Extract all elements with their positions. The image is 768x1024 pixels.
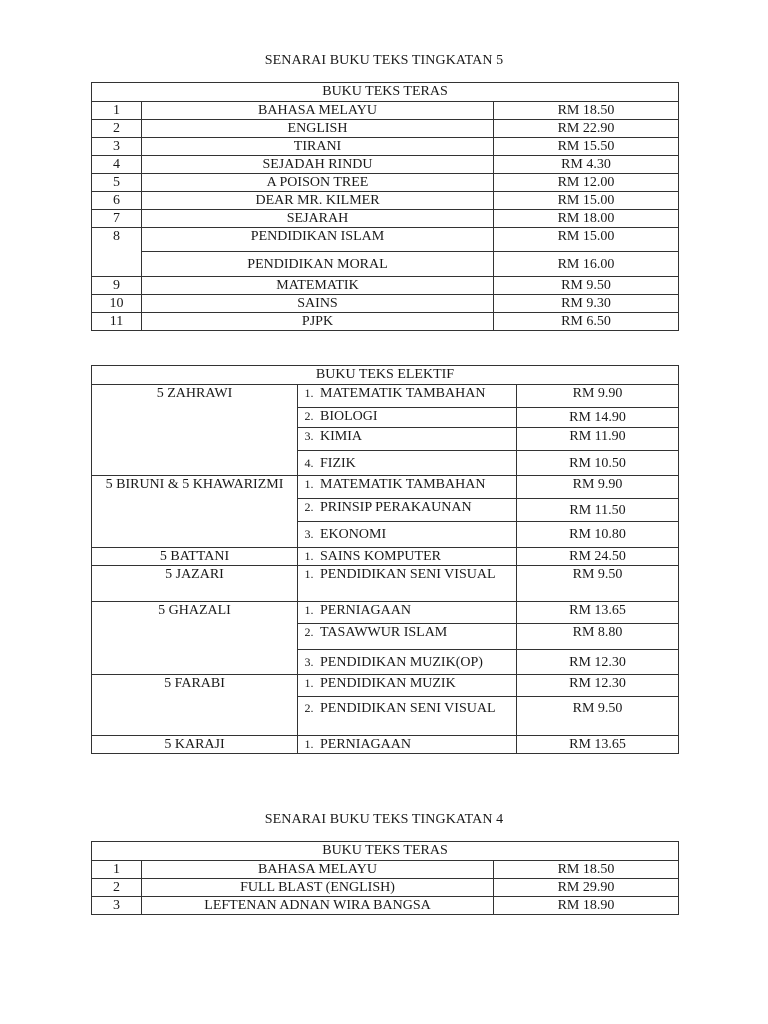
subject-title: KIMIA [320, 429, 362, 444]
form5-elective-table [91, 365, 679, 754]
book-price: RM 18.50 [494, 861, 679, 879]
row-number: 3 [92, 897, 142, 915]
row-number: 1 [92, 102, 142, 120]
row-number: 11 [92, 313, 142, 331]
table-header: BUKU TEKS TERAS [92, 83, 679, 102]
subject-cell [298, 428, 517, 451]
row-number: 1 [92, 861, 142, 879]
row-number: 10 [92, 295, 142, 313]
subject-price: RM 14.90 [517, 408, 679, 428]
book-price: RM 22.90 [494, 120, 679, 138]
book-price: RM 15.00 [494, 192, 679, 210]
item-number: 3. [304, 429, 314, 443]
subject-price: RM 11.90 [517, 428, 679, 451]
table-row [92, 210, 679, 228]
book-price: RM 15.00 [494, 228, 679, 252]
subject-price: RM 13.65 [517, 602, 679, 624]
table-row [92, 476, 679, 499]
subject-title: MATEMATIK TAMBAHAN [320, 386, 486, 401]
book-title: PENDIDIKAN ISLAM [142, 228, 494, 252]
book-title: PENDIDIKAN MORAL [142, 252, 494, 277]
table-row [92, 252, 679, 277]
book-price: RM 15.50 [494, 138, 679, 156]
subject-title: MATEMATIK TAMBAHAN [320, 477, 486, 492]
book-title: A POISON TREE [142, 174, 494, 192]
table-row [92, 138, 679, 156]
item-number: 3. [304, 654, 314, 669]
subject-price: RM 9.50 [517, 697, 679, 736]
subject-price: RM 13.65 [517, 736, 679, 754]
book-price: RM 6.50 [494, 313, 679, 331]
item-number: 1. [304, 477, 314, 491]
form5-title: SENARAI BUKU TEKS TINGKATAN 5 [264, 53, 504, 68]
item-number: 1. [304, 386, 314, 400]
item-number: 2. [304, 409, 314, 423]
subject-cell [298, 697, 517, 736]
subject-cell [298, 650, 517, 675]
table-row [92, 861, 679, 879]
subject-cell [298, 476, 517, 499]
form4-core-table [91, 841, 679, 915]
class-name: 5 BIRUNI & 5 KHAWARIZMI [92, 476, 298, 548]
book-title: SEJARAH [142, 210, 494, 228]
book-title: TIRANI [142, 138, 494, 156]
row-number: 7 [92, 210, 142, 228]
book-title: SEJADAH RINDU [142, 156, 494, 174]
class-name: 5 BATTANI [92, 548, 298, 566]
form4-title: SENARAI BUKU TEKS TINGKATAN 4 [264, 812, 504, 827]
table-row [92, 548, 679, 566]
subject-title: PENDIDIKAN MUZIK [320, 676, 456, 691]
item-number: 2. [304, 500, 314, 514]
row-number: 6 [92, 192, 142, 210]
subject-title: PENDIDIKAN SENI VISUAL [320, 567, 496, 582]
book-price: RM 18.50 [494, 102, 679, 120]
book-price: RM 18.00 [494, 210, 679, 228]
table-row [92, 313, 679, 331]
subject-cell [298, 675, 517, 697]
item-number: 3. [304, 527, 314, 541]
subject-title: PERNIAGAAN [320, 603, 411, 618]
book-price: RM 9.30 [494, 295, 679, 313]
subject-title: BIOLOGI [320, 409, 378, 424]
item-number: 1. [304, 676, 314, 690]
book-price: RM 12.00 [494, 174, 679, 192]
book-title: SAINS [142, 295, 494, 313]
subject-title: PERNIAGAAN [320, 737, 411, 752]
subject-cell [298, 736, 517, 754]
item-number: 1. [304, 737, 314, 751]
subject-cell [298, 408, 517, 428]
book-price: RM 4.30 [494, 156, 679, 174]
item-number: 4. [304, 455, 314, 470]
row-number: 2 [92, 120, 142, 138]
subject-title: EKONOMI [320, 527, 387, 542]
book-title: BAHASA MELAYU [142, 861, 494, 879]
row-number: 9 [92, 277, 142, 295]
subject-cell [298, 566, 517, 602]
item-number: 1. [304, 567, 314, 581]
table-row [92, 602, 679, 624]
subject-price: RM 9.50 [517, 566, 679, 602]
book-title: MATEMATIK [142, 277, 494, 295]
subject-title: PENDIDIKAN SENI VISUAL [320, 701, 496, 716]
subject-price: RM 9.90 [517, 385, 679, 408]
table-row [92, 277, 679, 295]
class-name: 5 JAZARI [92, 566, 298, 602]
table-row [92, 102, 679, 120]
subject-price: RM 12.30 [517, 675, 679, 697]
subject-price: RM 11.50 [517, 499, 679, 522]
item-number: 2. [304, 701, 314, 715]
item-number: 1. [304, 603, 314, 617]
table-row [92, 675, 679, 697]
table-header-row [92, 842, 679, 861]
book-price: RM 16.00 [494, 252, 679, 277]
book-title: FULL BLAST (ENGLISH) [142, 879, 494, 897]
subject-cell [298, 602, 517, 624]
book-title: LEFTENAN ADNAN WIRA BANGSA [142, 897, 494, 915]
table-header: BUKU TEKS ELEKTIF [92, 366, 679, 385]
subject-cell [298, 522, 517, 548]
item-number: 1. [304, 549, 314, 563]
book-title: ENGLISH [142, 120, 494, 138]
row-number: 3 [92, 138, 142, 156]
subject-cell [298, 451, 517, 476]
table-row [92, 897, 679, 915]
form5-core-table [91, 82, 679, 331]
subject-cell [298, 548, 517, 566]
subject-price: RM 9.90 [517, 476, 679, 499]
subject-cell [298, 385, 517, 408]
table-row [92, 566, 679, 602]
table-row [92, 736, 679, 754]
subject-cell [298, 624, 517, 650]
subject-cell [298, 499, 517, 522]
subject-price: RM 8.80 [517, 624, 679, 650]
table-header: BUKU TEKS TERAS [92, 842, 679, 861]
row-number: 2 [92, 879, 142, 897]
table-row [92, 192, 679, 210]
table-row [92, 120, 679, 138]
book-price: RM 9.50 [494, 277, 679, 295]
book-price: RM 18.90 [494, 897, 679, 915]
table-row [92, 385, 679, 408]
table-row [92, 174, 679, 192]
class-name: 5 ZAHRAWI [92, 385, 298, 476]
subject-price: RM 10.80 [517, 522, 679, 548]
item-number: 2. [304, 625, 314, 639]
table-row [92, 879, 679, 897]
row-number: 5 [92, 174, 142, 192]
subject-title: PRINSIP PERAKAUNAN [320, 500, 472, 515]
subject-title: FIZIK [320, 455, 356, 471]
book-title: DEAR MR. KILMER [142, 192, 494, 210]
table-header-row [92, 366, 679, 385]
subject-price: RM 10.50 [517, 451, 679, 476]
class-name: 5 KARAJI [92, 736, 298, 754]
class-name: 5 GHAZALI [92, 602, 298, 675]
row-number: 4 [92, 156, 142, 174]
table-header-row [92, 83, 679, 102]
book-title: PJPK [142, 313, 494, 331]
book-price: RM 29.90 [494, 879, 679, 897]
subject-title: TASAWWUR ISLAM [320, 625, 448, 640]
table-row [92, 295, 679, 313]
table-row [92, 156, 679, 174]
subject-price: RM 24.50 [517, 548, 679, 566]
subject-title: PENDIDIKAN MUZIK(OP) [320, 654, 483, 670]
table-row [92, 228, 679, 252]
subject-title: SAINS KOMPUTER [320, 549, 441, 564]
book-title: BAHASA MELAYU [142, 102, 494, 120]
subject-price: RM 12.30 [517, 650, 679, 675]
row-number: 8 [92, 228, 142, 277]
class-name: 5 FARABI [92, 675, 298, 736]
